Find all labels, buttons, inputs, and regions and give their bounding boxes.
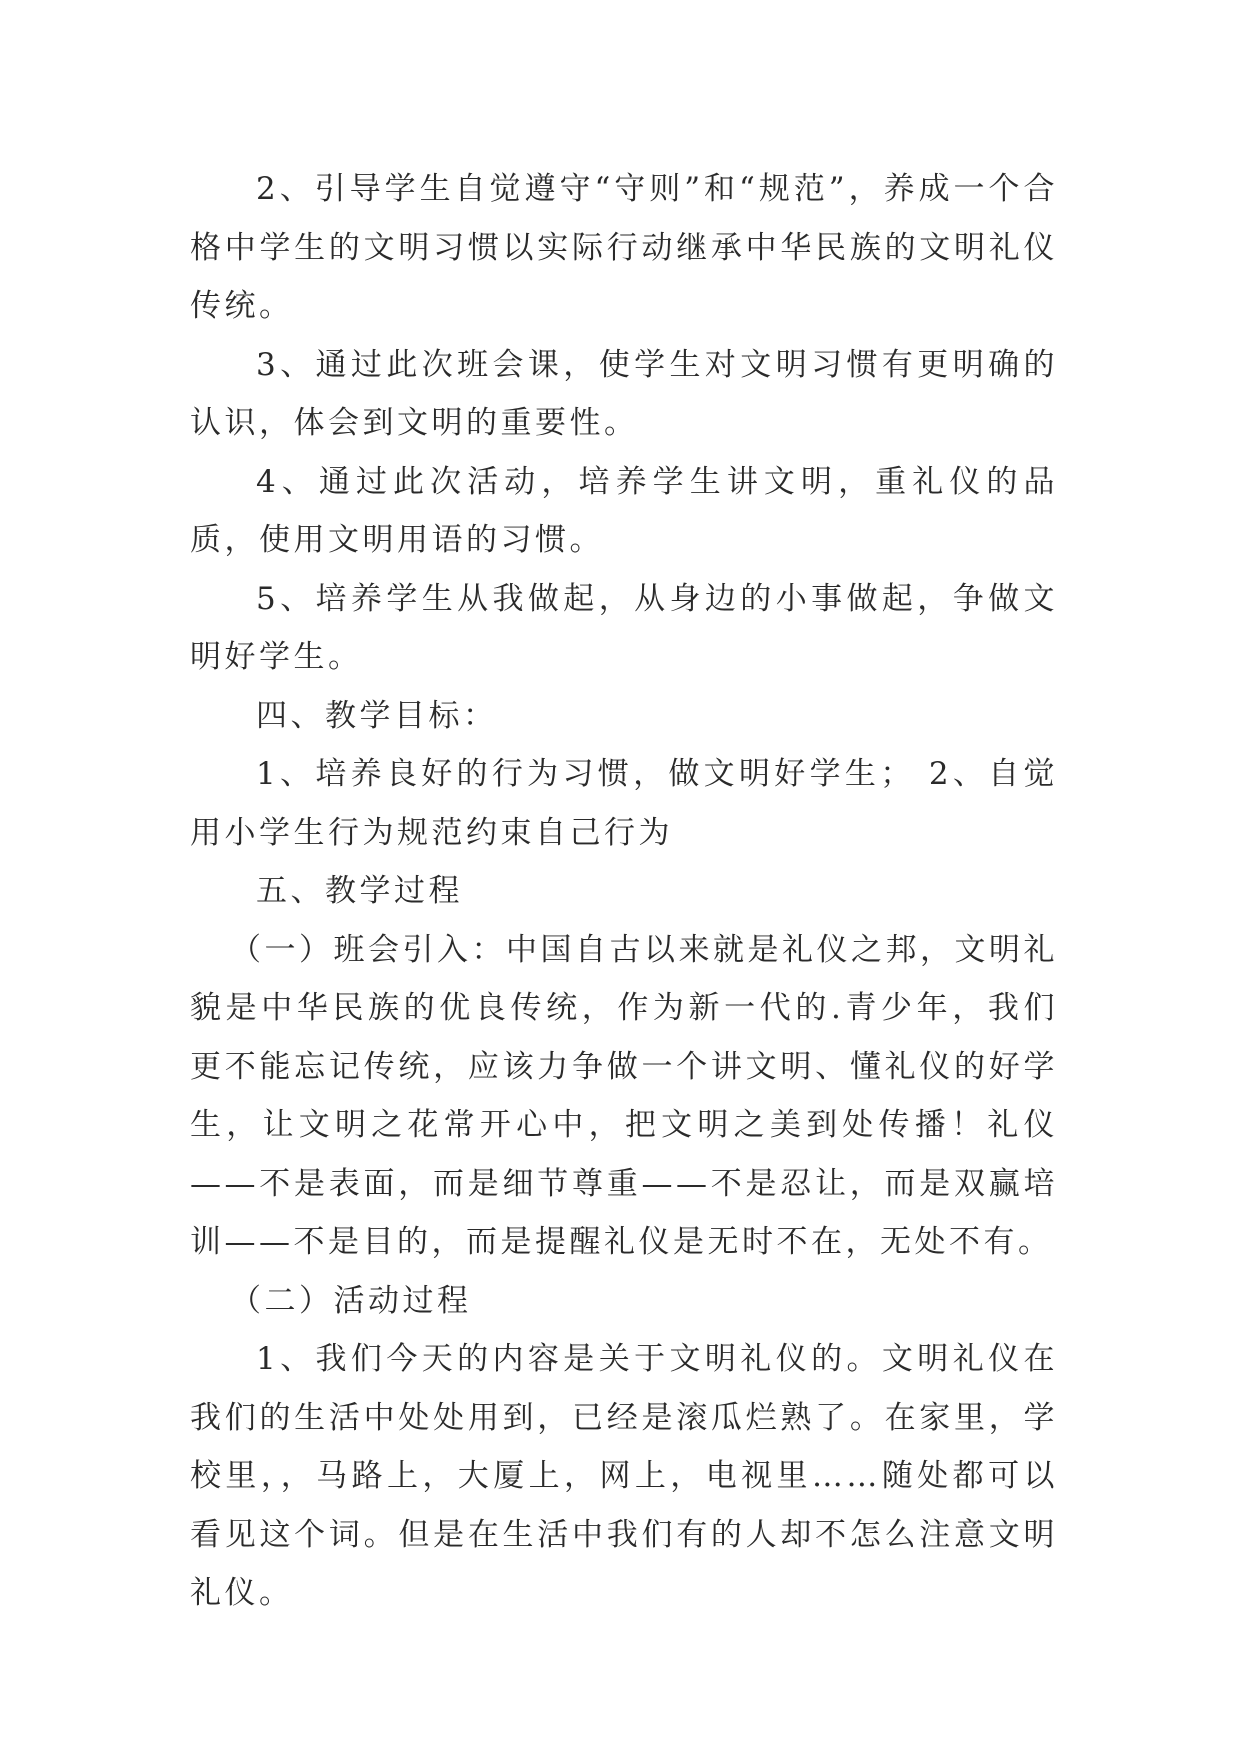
document-body: [190, 160, 1058, 1623]
heading-teaching-process: 五、教学过程: [256, 873, 463, 909]
paragraph-objective-2: 2、引导学生自觉遵守“守则”和“规范”，养成一个合格中学生的文明习惯以实际行动继承中华民族的文明礼仪传统。: [190, 171, 1058, 324]
paragraph-activity-1: 1、我们今天的内容是关于文明礼仪的。文明礼仪在我们的生活中处处用到，已经是滚瓜烂熟了。在家里，学校里，，马路上，大厦上，网上，电视里……随处都可以看见这个词。但是在生活中我们有的人却不怎么注意文明礼仪。: [190, 1341, 1058, 1611]
paragraph-class-introduction: （一）班会引入：中国自古以来就是礼仪之邦，文明礼貌是中华民族的优良传统，作为新一代的.青少年，我们更不能忘记传统，应该力争做一个讲文明、懂礼仪的好学生，让文明之花常开心中，把文明之美到处传播！礼仪——不是表面，而是细节尊重——不是忍让，而是双赢培训——不是目的，而是提醒礼仪是无时不在，无处不有。: [190, 931, 1058, 1260]
paragraph-objective-5: 5、培养学生从我做起，从身边的小事做起，争做文明好学生。: [190, 580, 1058, 675]
paragraph-teaching-goals: 1、培养良好的行为习惯，做文明好学生； 2、自觉用小学生行为规范约束自己行为: [190, 756, 1058, 851]
paragraph-objective-3: 3、通过此次班会课，使学生对文明习惯有更明确的认识，体会到文明的重要性。: [190, 346, 1058, 441]
heading-teaching-goals: 四、教学目标：: [256, 697, 498, 734]
paragraph-objective-4: 4、通过此次活动，培养学生讲文明，重礼仪的品质，使用文明用语的习惯。: [190, 463, 1058, 558]
heading-activity-process: （二）活动过程: [230, 1282, 472, 1319]
